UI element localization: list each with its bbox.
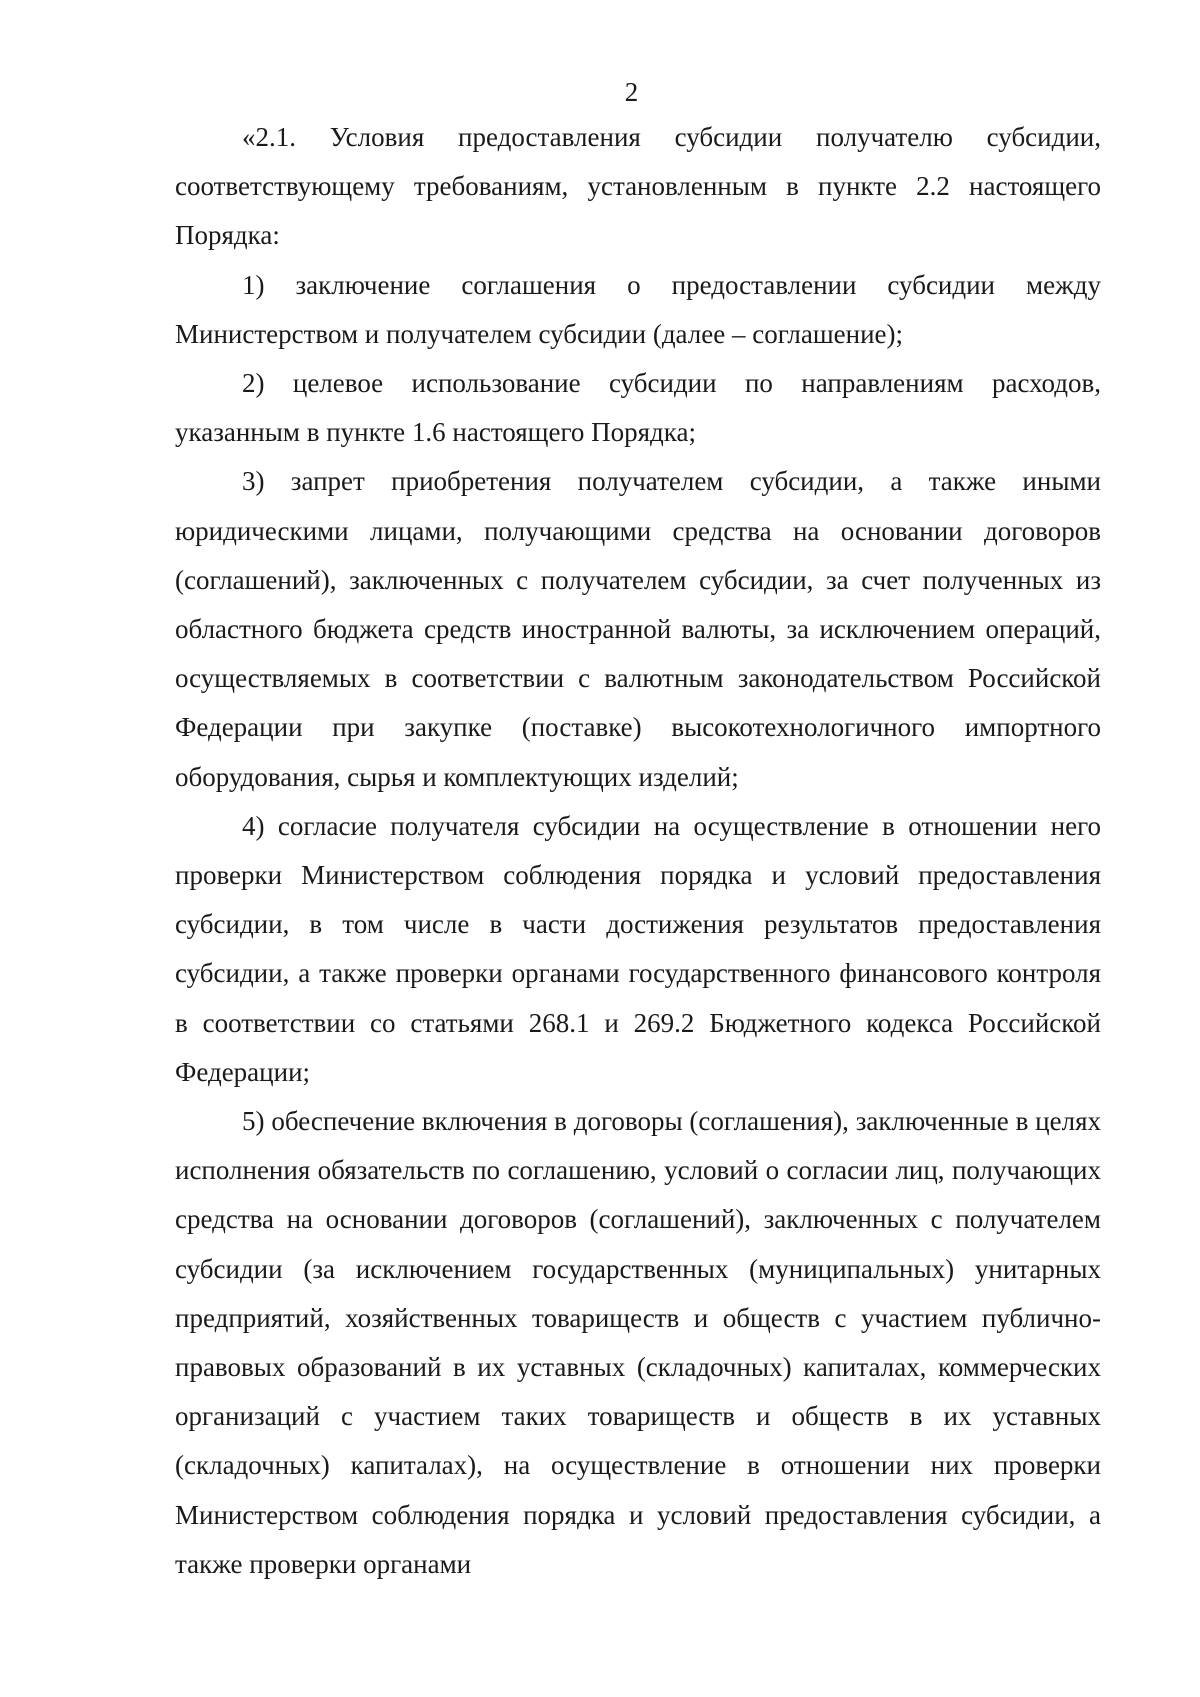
paragraph-2-1-intro: «2.1. Условия предоставления субсидии получателю субсидии, соответствующему требованиям, установленным в пункте 2.2 настоящего Порядка: <box>175 122 1101 251</box>
paragraph-item-1: 1) заключение соглашения о предоставлении субсидии между Министерством и получателем субсидии (далее – соглашение); <box>175 269 1101 349</box>
paragraph-item-5: 5) обеспечение включения в договоры (соглашения), заключенные в целях исполнения обязательств по соглашению, условий о согласии лиц, получающих средства на основании договоров (соглашений), заключенных с получателем субсидии (за исключением государственных (муниципальных) унитарных предприятий, хозяйственных товариществ и обществ с участием публично-правовых образований в их уставных (складочных) капиталах, коммерческих организаций с участием таких товариществ и обществ в их уставных (складочных) капиталах), на осуществление в отношении них проверки Министерством соблюдения порядка и условий предоставления субсидии, а также проверки органами <box>175 1106 1101 1579</box>
paragraph-item-4: 4) согласие получателя субсидии на осуществление в отношении него проверки Министерством соблюдения порядка и условий предоставления субсидии, в том числе в части достижения результатов предоставления субсидии, а также проверки органами государственного финансового контроля в соответствии со статьями 268.1 и 269.2 Бюджетного кодекса Российской Федерации; <box>175 810 1101 1087</box>
paragraph-item-2: 2) целевое использование субсидии по направлениям расходов, указанным в пункте 1.6 настоящего Порядка; <box>175 368 1101 448</box>
paragraph-item-3: 3) запрет приобретения получателем субсидии, а также иными юридическими лицами, получающими средства на основании договоров (соглашений), заключенных с получателем субсидии, за счет полученных из областного бюджета средств иностранной валюты, за исключением операций, осуществляемых в соответствии с валютным законодательством Российской Федерации при закупке (поставке) высокотехнологичного импортного оборудования, сырья и комплектующих изделий; <box>175 466 1101 792</box>
document-body <box>175 113 1101 1589</box>
page-number: 2 <box>624 77 639 107</box>
